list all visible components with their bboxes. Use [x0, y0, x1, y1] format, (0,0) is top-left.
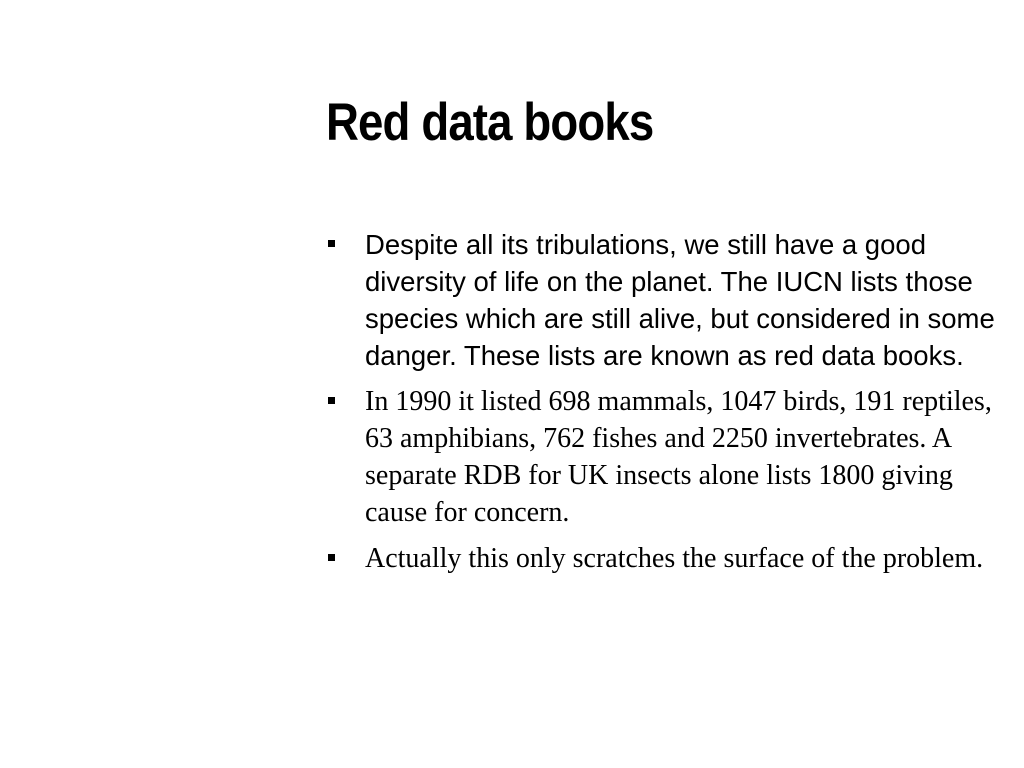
- bullet-item-1990-listing: [327, 383, 997, 531]
- square-bullet-icon: [328, 240, 335, 247]
- bullet-item-surface-of-problem: [327, 540, 997, 577]
- square-bullet-icon: [328, 397, 335, 404]
- bullet-text: Despite all its tribulations, we still have a good diversity of life on the planet. The IUCN lists those species which are still alive, but considered in some danger. These lists are known as red data books.: [365, 229, 995, 371]
- square-bullet-icon: [328, 554, 335, 561]
- bullet-text: In 1990 it listed 698 mammals, 1047 birds, 191 reptiles, 63 amphibians, 762 fishes and 2250 invertebrates. A separate RDB for UK insects alone lists 1800 giving cause for concern.: [365, 386, 992, 528]
- bullet-text: Actually this only scratches the surface of the problem.: [365, 543, 984, 574]
- slide-title: Red data books: [326, 93, 654, 152]
- bullet-list: [327, 226, 997, 586]
- bullet-item-red-data-books: [327, 226, 997, 374]
